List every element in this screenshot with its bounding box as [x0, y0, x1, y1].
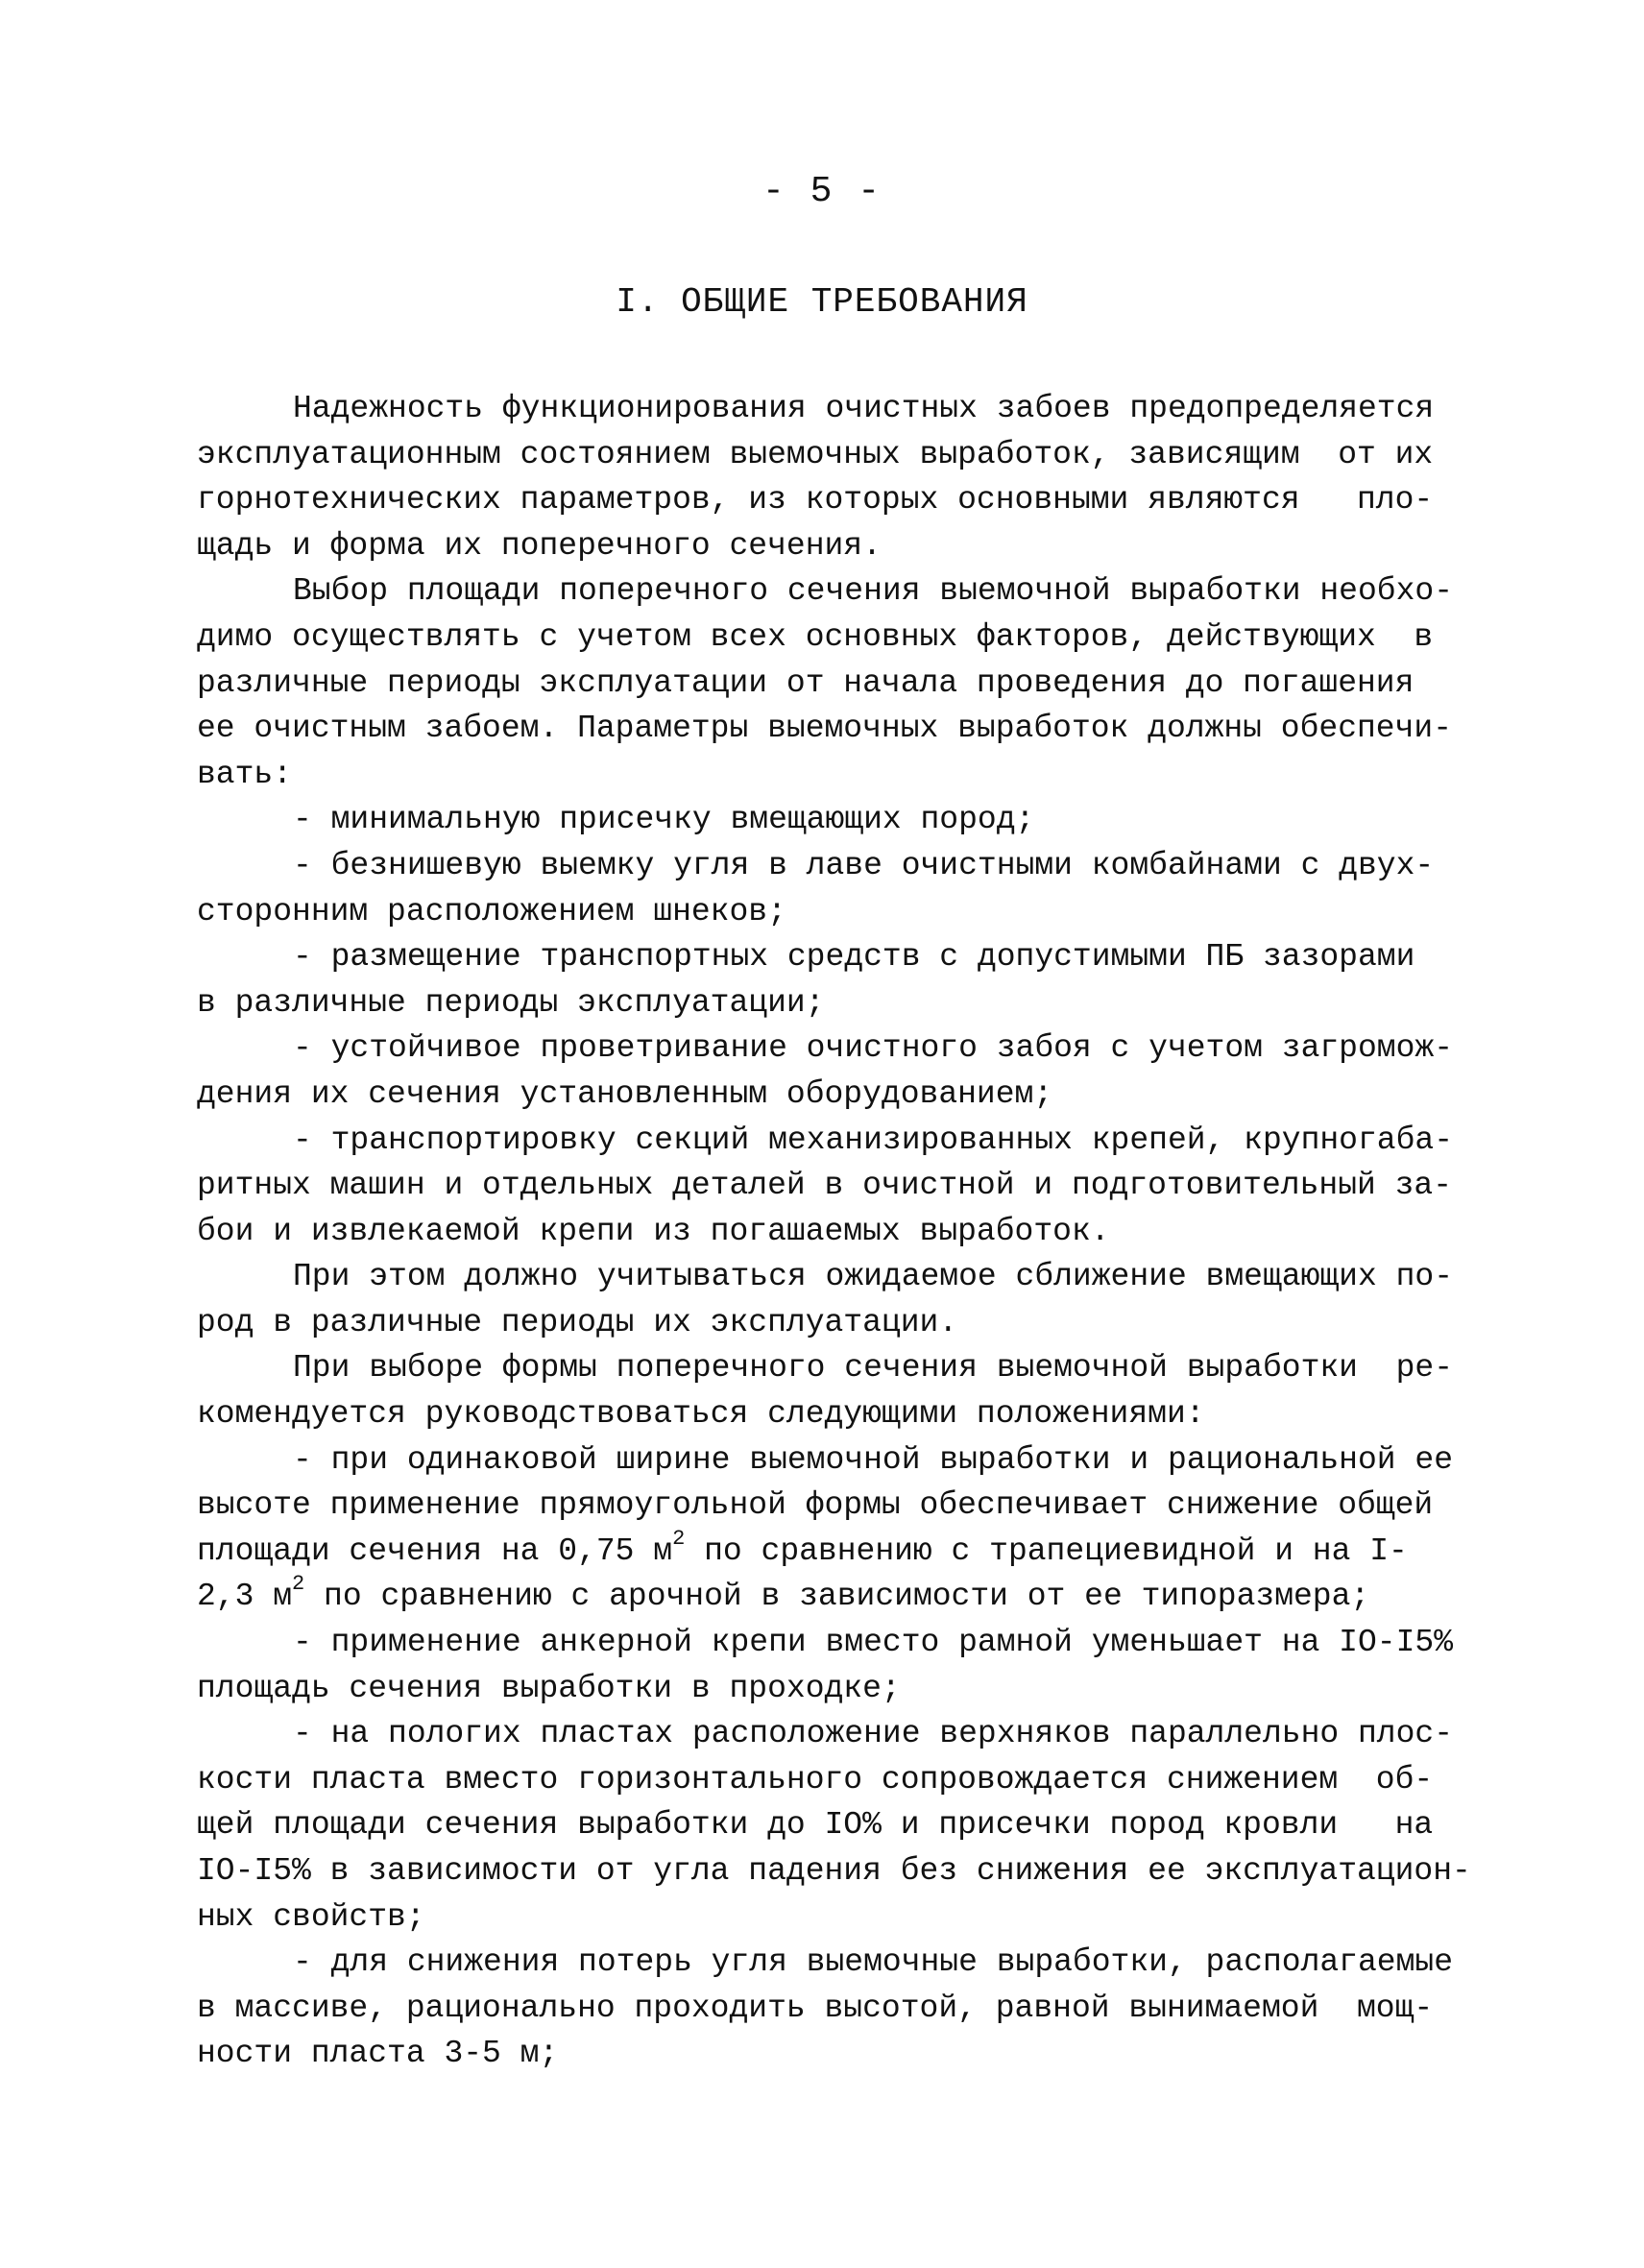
- text-line: [197, 477, 1474, 523]
- text-line-content: в массиве, рационально проходить высотой, равной вынимаемой мощ-: [197, 1990, 1434, 2026]
- text-line-content: различные периоды эксплуатации от начала проведения до погашения: [197, 664, 1414, 701]
- text-line: [197, 1209, 1474, 1255]
- page-number: - 5 -: [762, 171, 882, 212]
- text-line-content: - применение анкерной крепи вместо рамной уменьшает на IO-I5%: [293, 1625, 1453, 1661]
- text-line-content: площадь сечения выработки в проходке;: [197, 1670, 901, 1706]
- superscript: 2: [672, 1526, 686, 1551]
- text-line-content: Выбор площади поперечного сечения выемочной выработки необхо-: [293, 573, 1453, 610]
- text-line-content: - на пологих пластах расположение верхняков параллельно плос-: [293, 1716, 1453, 1752]
- text-line: [197, 568, 1474, 615]
- text-line-content: сторонним расположением шнеков;: [197, 893, 786, 929]
- text-line: [197, 1526, 1474, 1575]
- text-line-content: горнотехнических параметров, из которых основными являются пло-: [197, 482, 1434, 519]
- text-line: [197, 1757, 1474, 1803]
- text-line: [197, 980, 1474, 1026]
- text-line-content: 2,3 м: [197, 1579, 293, 1615]
- text-line-content: - минимальную присечку вмещающих пород;: [293, 802, 1035, 838]
- text-line-content: димо осуществлять с учетом всех основных факторов, действующих в: [197, 618, 1434, 655]
- text-line-content: площади сечения на 0,75 м: [197, 1532, 673, 1569]
- body-text: [197, 386, 1474, 2077]
- text-line-content: в различные периоды эксплуатации;: [197, 984, 825, 1021]
- text-line: [197, 1711, 1474, 1757]
- text-line: [197, 1072, 1474, 1118]
- text-line: [197, 1118, 1474, 1164]
- text-line-content: высоте применение прямоугольной формы обеспечивает снижение общей: [197, 1487, 1434, 1524]
- text-line-continuation: по сравнению с арочной в зависимости от ее типоразмера;: [304, 1579, 1370, 1615]
- text-line-content: ее очистным забоем. Параметры выемочных выработок должны обеспечи-: [197, 711, 1453, 747]
- text-line: [197, 1391, 1474, 1437]
- text-line-content: вать:: [197, 756, 293, 792]
- text-line: [197, 1894, 1474, 1941]
- text-line-content: - безнишевую выемку угля в лаве очистными комбайнами с двух-: [293, 847, 1435, 883]
- text-line-content: - размещение транспортных средств с допустимыми ПБ зазорами: [293, 939, 1415, 976]
- text-line-content: кости пласта вместо горизонтального сопровождается снижением об-: [197, 1761, 1434, 1798]
- text-line: [197, 752, 1474, 798]
- text-line: [197, 1483, 1474, 1529]
- superscript: 2: [292, 1572, 305, 1597]
- text-line-content: При выборе формы поперечного сечения выемочной выработки ре-: [293, 1350, 1453, 1387]
- text-line: [197, 1666, 1474, 1712]
- text-line-content: бои и извлекаемой крепи из погашаемых выработок.: [197, 1213, 1110, 1249]
- text-line: [197, 1025, 1474, 1072]
- text-line-content: эксплуатационным состоянием выемочных выработок, зависящим от их: [197, 436, 1434, 472]
- text-line: [197, 1848, 1474, 1894]
- text-line-content: щей площади сечения выработки до IO% и присечки пород кровли на: [197, 1807, 1434, 1844]
- text-line: [197, 386, 1474, 432]
- text-line-content: ности пласта 3-5 м;: [197, 2036, 559, 2072]
- text-line: [197, 1802, 1474, 1848]
- text-line-content: - устойчивое проветривание очистного забоя с учетом загромож-: [293, 1030, 1453, 1067]
- text-line: [197, 1300, 1474, 1346]
- text-line: [197, 706, 1474, 752]
- text-line: [197, 615, 1474, 661]
- text-line-content: Надежность функционирования очистных забоев предопределяется: [293, 391, 1435, 426]
- text-line-content: ных свойств;: [197, 1898, 425, 1935]
- text-line-content: щадь и форма их поперечного сечения.: [197, 527, 882, 564]
- text-line: [197, 1986, 1474, 2032]
- text-line: [197, 1345, 1474, 1391]
- text-line-content: При этом должно учитываться ожидаемое сближение вмещающих по-: [293, 1259, 1453, 1295]
- text-line: [197, 1437, 1474, 1484]
- text-line: [197, 2031, 1474, 2077]
- text-line-content: - для снижения потерь угля выемочные выработки, располагаемые: [293, 1944, 1453, 1981]
- text-line-content: ритных машин и отдельных деталей в очистной и подготовительный за-: [197, 1168, 1453, 1204]
- text-line: [197, 432, 1474, 478]
- text-line: [197, 934, 1474, 980]
- text-line-content: дения их сечения установленным оборудованием;: [197, 1075, 1053, 1112]
- text-line-content: род в различные периоды их эксплуатации.: [197, 1304, 958, 1340]
- text-line: [197, 1254, 1474, 1300]
- section-title: I. ОБЩИЕ ТРЕБОВАНИЯ: [616, 282, 1028, 322]
- text-line-content: - при одинаковой ширине выемочной выработки и рациональной ее: [293, 1441, 1453, 1478]
- text-line: [197, 889, 1474, 935]
- text-line-continuation: по сравнению с трапециевидной и на I-: [685, 1532, 1408, 1569]
- text-line-content: комендуется руководствоваться следующими положениями:: [197, 1396, 1205, 1433]
- text-line: [197, 1940, 1474, 1986]
- text-line: [197, 661, 1474, 707]
- text-line: [197, 1163, 1474, 1209]
- text-line: [197, 1574, 1474, 1620]
- text-line: [197, 523, 1474, 569]
- text-line: [197, 843, 1474, 889]
- text-line-content: IO-I5% в зависимости от угла падения без снижения ее эксплуатацион-: [197, 1853, 1471, 1889]
- text-line: [197, 1620, 1474, 1666]
- text-line: [197, 797, 1474, 843]
- text-line-content: - транспортировку секций механизированных крепей, крупногаба-: [293, 1122, 1453, 1158]
